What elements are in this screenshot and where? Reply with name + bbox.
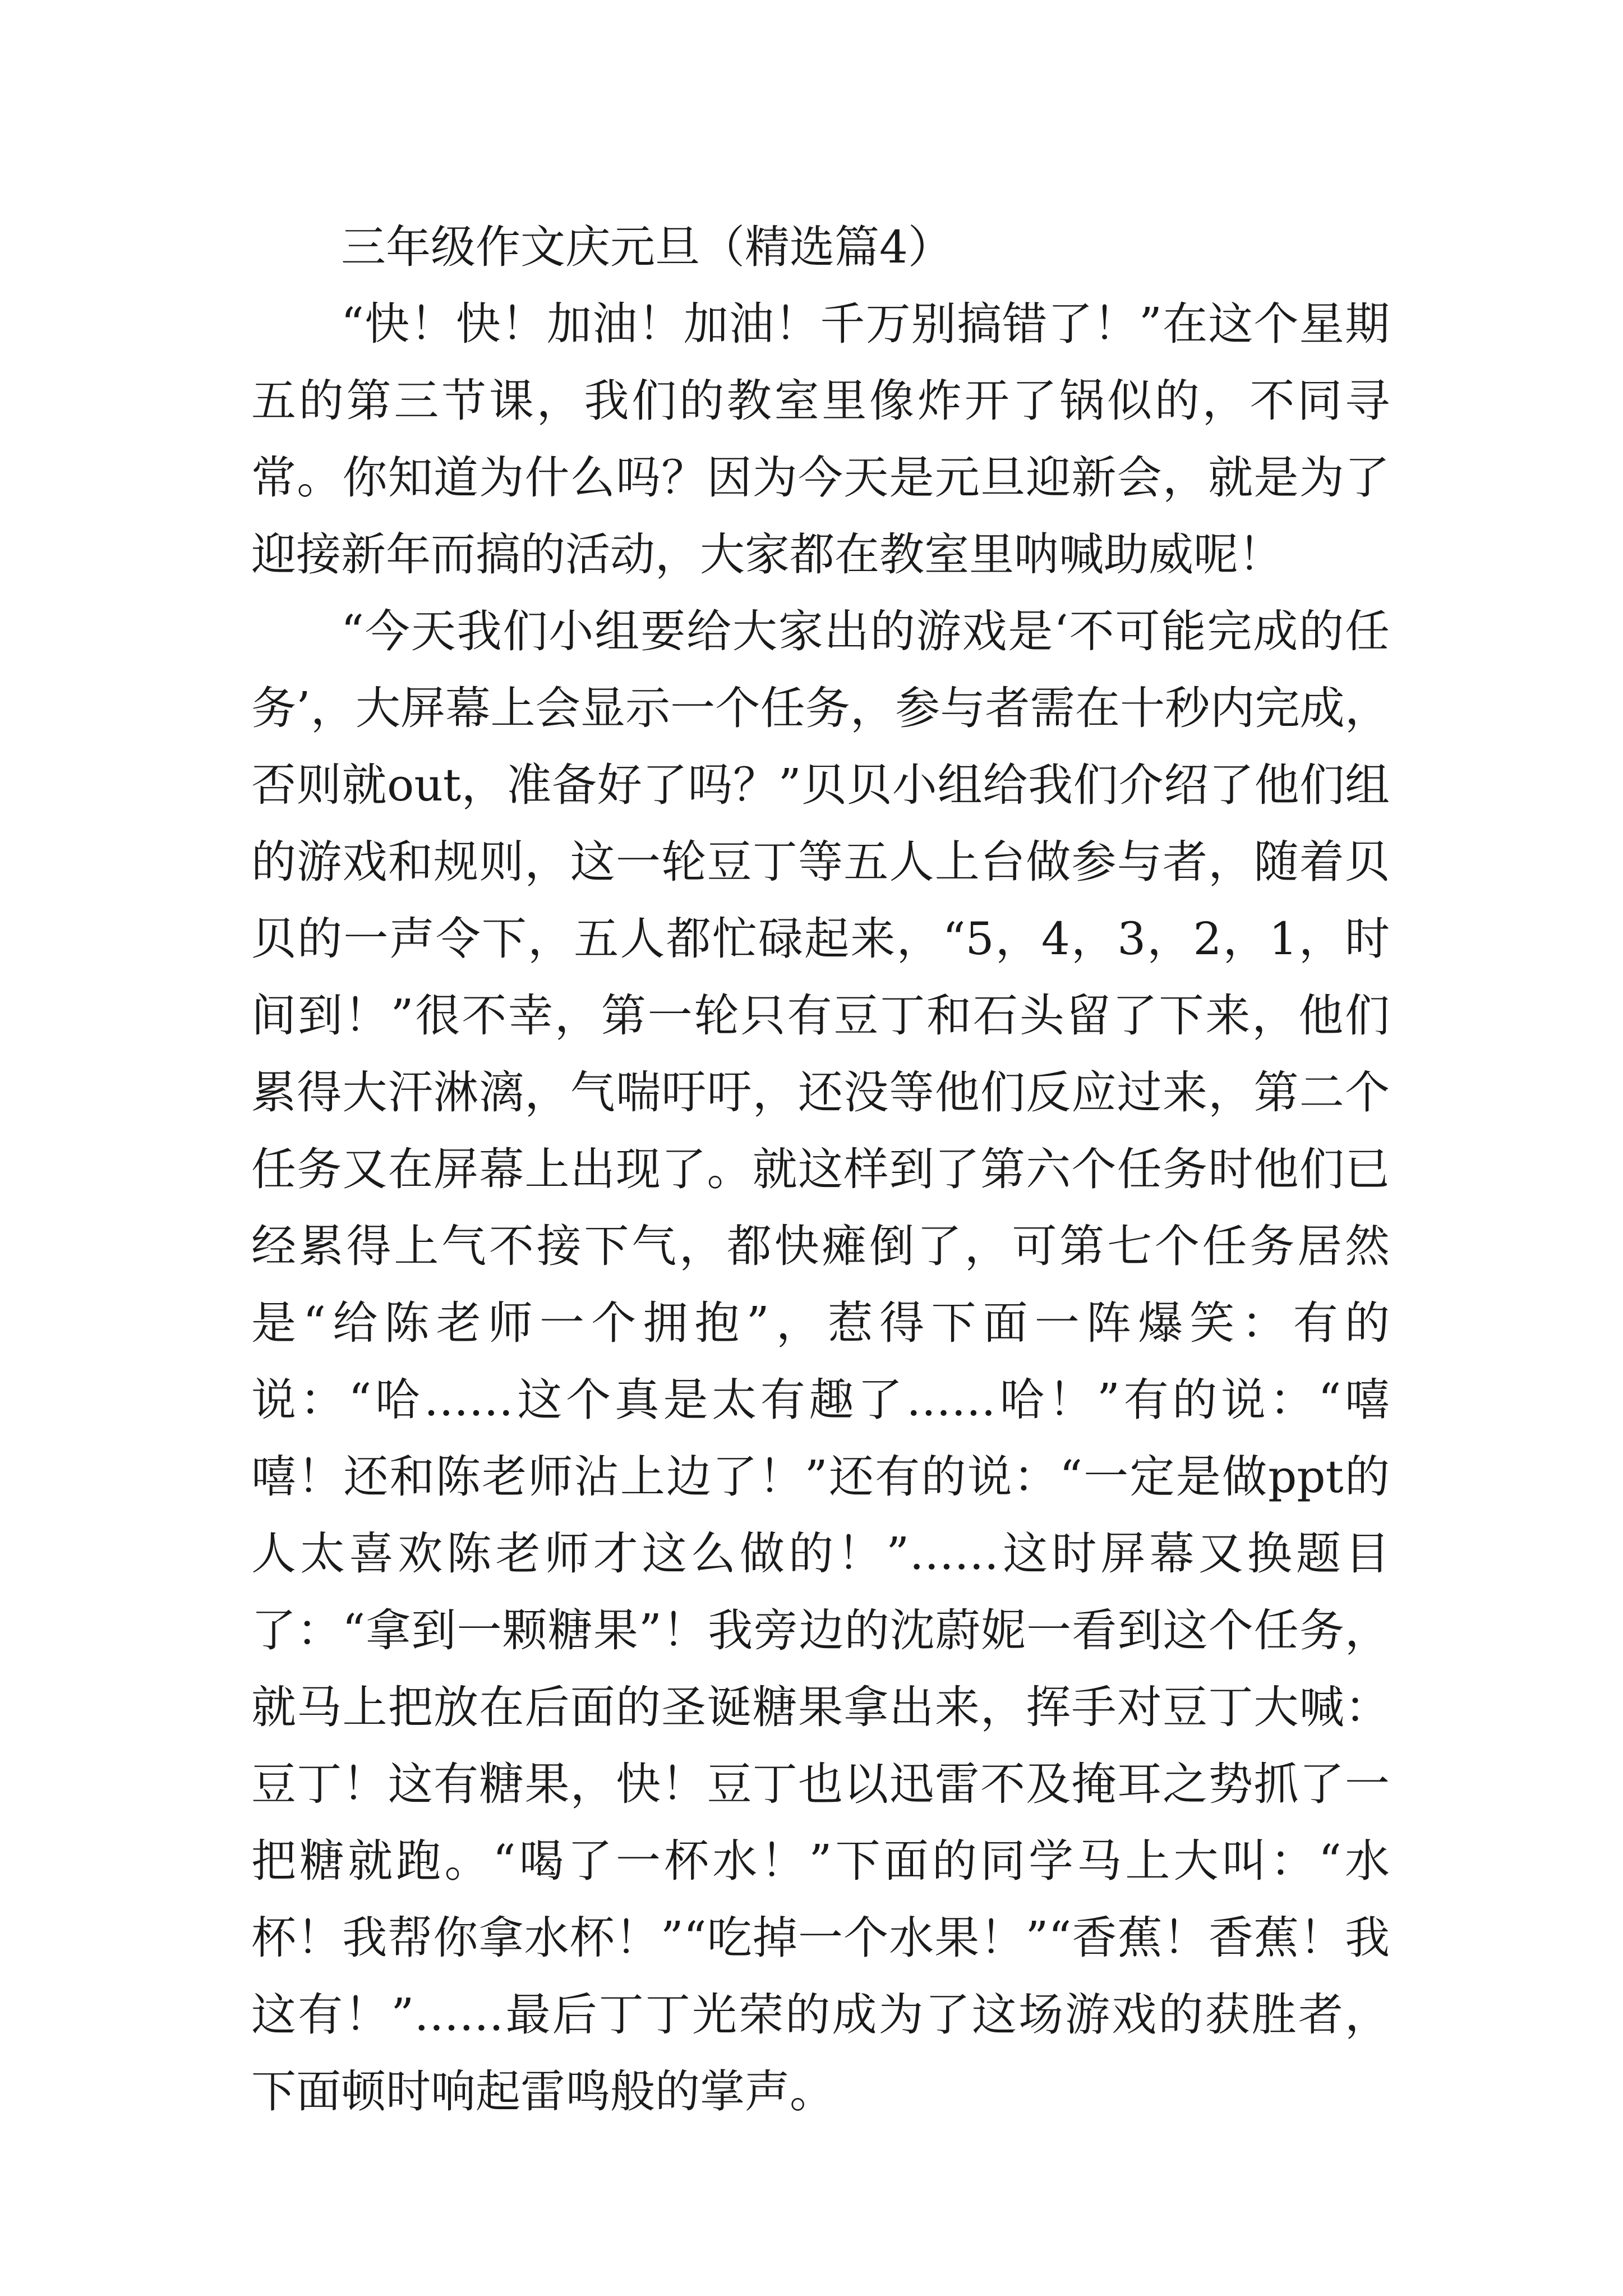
paragraph-1: “快！快！加油！加油！千万别搞错了！”在这个星期五的第三节课，我们的教室里像炸开了锅似的，不同寻常。你知道为什么吗？因为今天是元旦迎新会，就是为了迎接新年而搞的活动，大家都在教室里呐喊助威呢！ xyxy=(251,298,1390,581)
document-body xyxy=(251,209,1390,2130)
document-title: 三年级作文庆元旦（精选篇4） xyxy=(341,221,953,273)
paragraph-2: “今天我们小组要给大家出的游戏是‘不可能完成的任务’，大屏幕上会显示一个任务，参与者需在十秒内完成，否则就out，准备好了吗？”贝贝小组给我们介绍了他们组的游戏和规则，这一轮豆丁等五人上台做参与者，随着贝贝的一声令下，五人都忙碌起来，“5，4，3，2，1，时间到！”很不幸，第一轮只有豆丁和石头留了下来，他们累得大汗淋漓，气喘吁吁，还没等他们反应过来，第二个任务又在屏幕上出现了。就这样到了第六个任务时他们已经累得上气不接下气，都快瘫倒了，可第七个任务居然是“给陈老师一个拥抱”，惹得下面一阵爆笑：有的说：“哈……这个真是太有趣了……哈！”有的说：“嘻嘻！还和陈老师沾上边了！”还有的说：“一定是做ppt的人太喜欢陈老师才这么做的！”……这时屏幕又换题目了：“拿到一颗糖果”！我旁边的沈蔚妮一看到这个任务，就马上把放在后面的圣诞糖果拿出来，挥手对豆丁大喊：豆丁！这有糖果，快！豆丁也以迅雷不及掩耳之势抓了一把糖就跑。“喝了一杯水！”下面的同学马上大叫：“水杯！我帮你拿水杯！”“吃掉一个水果！”“香蕉！香蕉！我这有！”……最后丁丁光荣的成为了这场游戏的获胜者，下面顿时响起雷鸣般的掌声。 xyxy=(251,605,1390,2118)
